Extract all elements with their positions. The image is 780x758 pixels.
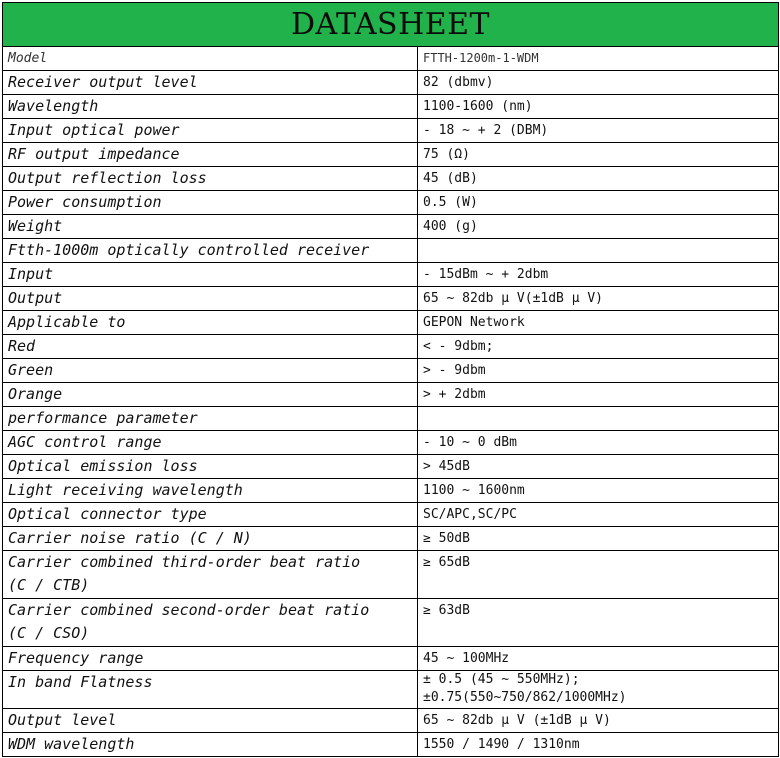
spec-label: Output reflection loss <box>3 167 418 191</box>
spec-label-line: (C / CTB) <box>8 576 90 594</box>
spec-label: Frequency range <box>3 647 418 671</box>
spec-value <box>418 239 779 263</box>
spec-row <box>3 455 779 479</box>
spec-value: SC/APC,SC/PC <box>418 503 779 527</box>
spec-value: 1550 / 1490 / 1310nm <box>418 733 779 757</box>
spec-label: Red <box>3 335 418 359</box>
section-heading: Ftth-1000m optically controlled receiver <box>3 239 418 263</box>
spec-row <box>3 215 779 239</box>
spec-value: 1100 ~ 1600nm <box>418 479 779 503</box>
spec-row <box>3 503 779 527</box>
datasheet-title: DATASHEET <box>3 3 779 47</box>
datasheet-table <box>2 2 779 757</box>
section-row-receiver <box>3 239 779 263</box>
spec-row-two-line <box>3 551 779 599</box>
spec-value: 82 (dbmv) <box>418 71 779 95</box>
spec-label: AGC control range <box>3 431 418 455</box>
spec-value-line: ±0.75(550~750/862/1000MHz) <box>423 690 627 705</box>
spec-row <box>3 335 779 359</box>
spec-label: Receiver output level <box>3 71 418 95</box>
spec-value: 75 (Ω) <box>418 143 779 167</box>
spec-label: Green <box>3 359 418 383</box>
spec-value: 45 (dB) <box>418 167 779 191</box>
spec-row <box>3 311 779 335</box>
spec-label: Output level <box>3 709 418 733</box>
spec-value: 1100-1600 (nm) <box>418 95 779 119</box>
title-row <box>3 3 779 47</box>
spec-row <box>3 143 779 167</box>
spec-value: 400 (g) <box>418 215 779 239</box>
spec-label <box>3 599 418 647</box>
spec-value: 65 ~ 82db μ V (±1dB μ V) <box>418 709 779 733</box>
spec-row <box>3 191 779 215</box>
spec-label: WDM wavelength <box>3 733 418 757</box>
spec-value: < - 9dbm; <box>418 335 779 359</box>
section-row-performance <box>3 407 779 431</box>
spec-value: ≥ 50dB <box>418 527 779 551</box>
spec-label-line: Carrier combined second-order beat ratio <box>8 601 370 619</box>
spec-row <box>3 647 779 671</box>
spec-label-line: Carrier combined third-order beat ratio <box>8 553 361 571</box>
spec-row <box>3 119 779 143</box>
spec-value: - 10 ~ 0 dBm <box>418 431 779 455</box>
spec-label: RF output impedance <box>3 143 418 167</box>
spec-row <box>3 431 779 455</box>
section-heading: performance parameter <box>3 407 418 431</box>
spec-label: Power consumption <box>3 191 418 215</box>
spec-row <box>3 383 779 407</box>
spec-label: Light receiving wavelength <box>3 479 418 503</box>
spec-label: Weight <box>3 215 418 239</box>
spec-label: Input optical power <box>3 119 418 143</box>
spec-label: Model <box>3 47 418 71</box>
spec-row-flatness <box>3 671 779 709</box>
spec-row <box>3 167 779 191</box>
spec-row-model <box>3 47 779 71</box>
spec-label: Carrier noise ratio (C / N) <box>3 527 418 551</box>
spec-label: Input <box>3 263 418 287</box>
spec-value: - 15dBm ~ + 2dbm <box>418 263 779 287</box>
spec-label: In band Flatness <box>3 671 418 709</box>
spec-row <box>3 71 779 95</box>
spec-row <box>3 733 779 757</box>
spec-label-line: (C / CSO) <box>8 624 90 642</box>
spec-label <box>3 551 418 599</box>
spec-row <box>3 95 779 119</box>
spec-label: Orange <box>3 383 418 407</box>
spec-value: GEPON Network <box>418 311 779 335</box>
spec-value: FTTH-1200m-1-WDM <box>418 47 779 71</box>
spec-value: > 45dB <box>418 455 779 479</box>
spec-value: > - 9dbm <box>418 359 779 383</box>
spec-value <box>418 407 779 431</box>
spec-row <box>3 287 779 311</box>
spec-value: > + 2dbm <box>418 383 779 407</box>
spec-row <box>3 709 779 733</box>
spec-label: Applicable to <box>3 311 418 335</box>
spec-label: Optical emission loss <box>3 455 418 479</box>
spec-row <box>3 359 779 383</box>
spec-value: ≥ 65dB <box>418 551 779 599</box>
spec-label: Wavelength <box>3 95 418 119</box>
spec-value: 65 ~ 82db μ V(±1dB μ V) <box>418 287 779 311</box>
spec-row <box>3 263 779 287</box>
spec-row <box>3 479 779 503</box>
spec-value-line: ± 0.5 (45 ~ 550MHz); <box>423 672 580 687</box>
spec-label: Optical connector type <box>3 503 418 527</box>
spec-value: 0.5 (W) <box>418 191 779 215</box>
spec-value <box>418 671 779 709</box>
spec-row <box>3 527 779 551</box>
spec-label: Output <box>3 287 418 311</box>
spec-row-two-line <box>3 599 779 647</box>
spec-value: - 18 ~ + 2 (DBM) <box>418 119 779 143</box>
spec-value: 45 ~ 100MHz <box>418 647 779 671</box>
spec-value: ≥ 63dB <box>418 599 779 647</box>
